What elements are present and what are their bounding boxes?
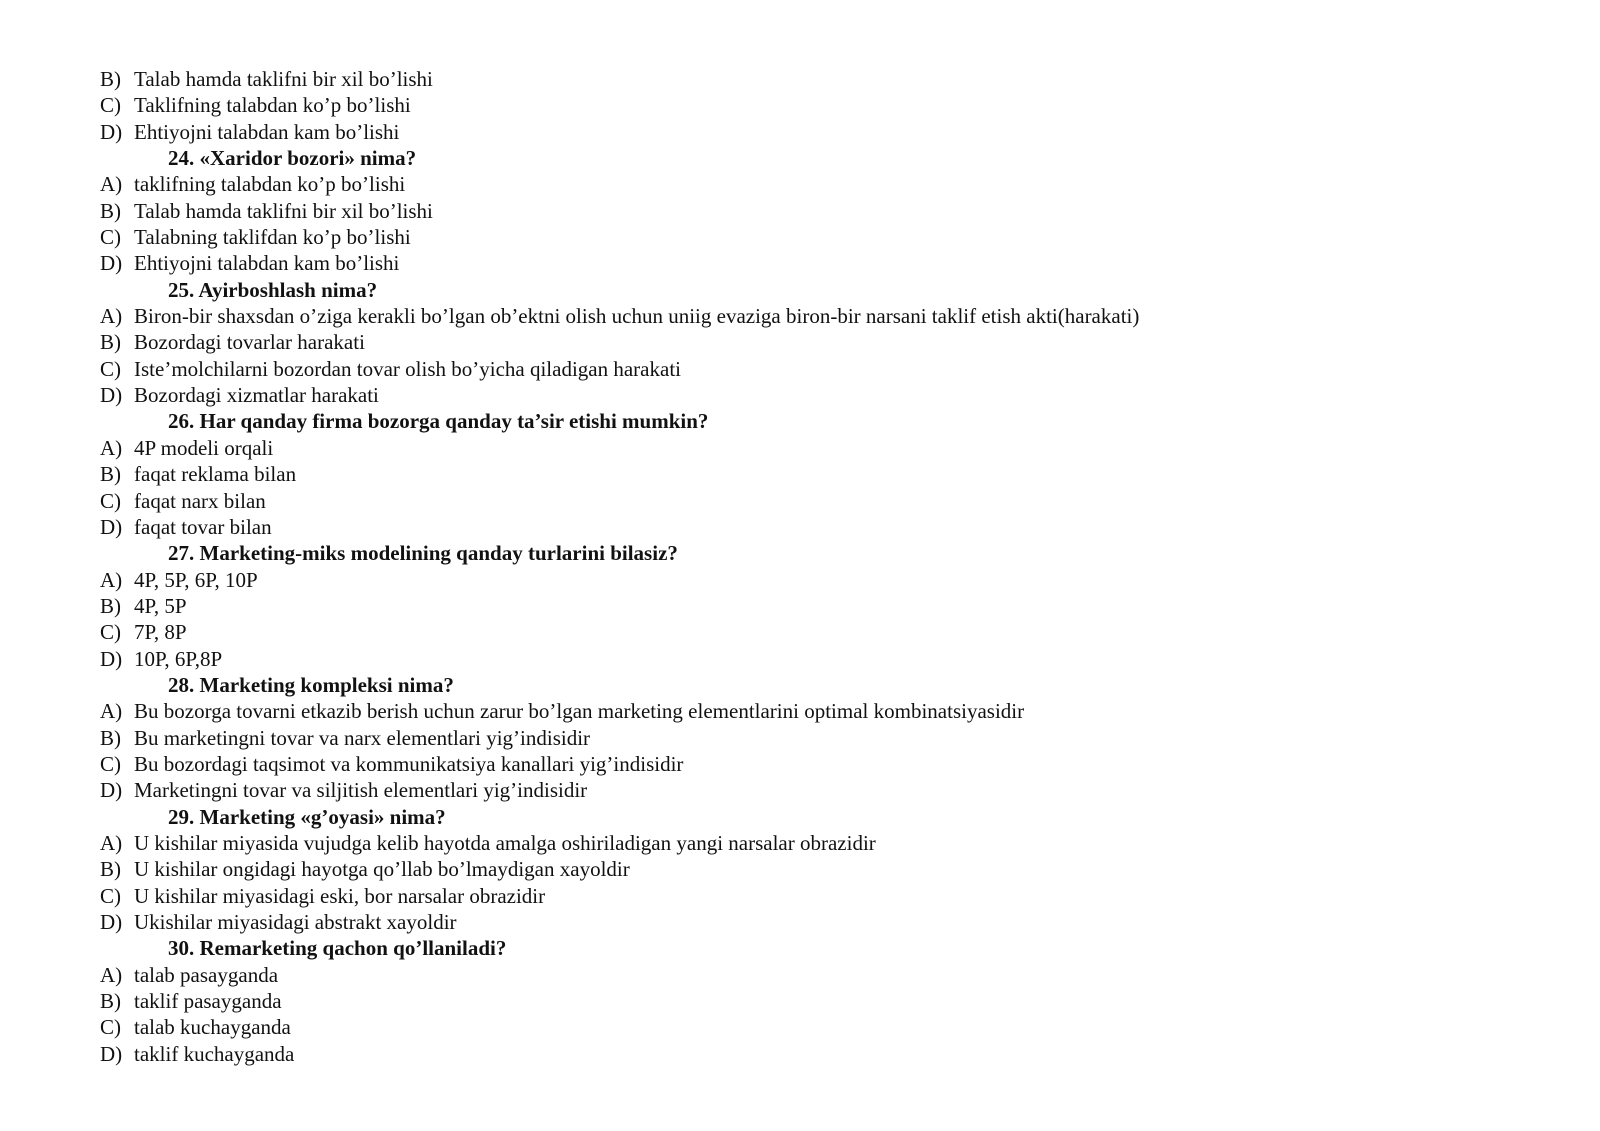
option-text: talab kuchayganda — [134, 1015, 291, 1040]
option-letter: D) — [100, 1041, 123, 1066]
question-title: 29. Marketing «g’oyasi» nima? — [168, 804, 446, 829]
answer-option — [100, 988, 1560, 1014]
option-letter: A) — [100, 830, 123, 855]
option-letter: B) — [100, 67, 121, 91]
option-text: Ehtiyojni talabdan kam bo’lishi — [134, 119, 400, 144]
document-page — [100, 66, 1560, 1067]
answer-option — [100, 171, 1560, 197]
option-letter: B) — [100, 725, 121, 750]
answer-option — [100, 909, 1560, 935]
question-title: 28. Marketing kompleksi nima? — [168, 672, 454, 697]
answer-option — [100, 356, 1560, 382]
option-text: Taklifning talabdan ko’p bo’lishi — [134, 93, 411, 118]
answer-option — [100, 646, 1560, 672]
option-text: Talab hamda taklifni bir xil bo’lishi — [134, 67, 433, 91]
option-text: Bu bozordagi taqsimot va kommunikatsiya kanallari yig’indisidir — [134, 751, 684, 776]
option-letter: D) — [100, 514, 123, 539]
answer-option — [100, 119, 1560, 145]
question-block — [100, 408, 1560, 540]
answer-option — [100, 488, 1560, 514]
option-text: taklifning talabdan ko’p bo’lishi — [134, 172, 406, 197]
answer-option — [100, 303, 1560, 329]
option-text: Ehtiyojni talabdan kam bo’lishi — [134, 251, 400, 276]
option-letter: B) — [100, 462, 121, 487]
option-letter: D) — [100, 251, 123, 276]
answer-option — [100, 435, 1560, 461]
option-text: Biron-bir shaxsdan o’ziga kerakli bo’lgan ob’ektni olish uchun uniig evaziga biron-bir narsani taklif etish akti(harakati) — [134, 304, 1140, 329]
option-text: Talab hamda taklifni bir xil bo’lishi — [134, 198, 433, 223]
answer-option — [100, 777, 1560, 803]
option-letter: B) — [100, 989, 121, 1014]
option-text: Marketingni tovar va siljitish elementlari yig’indisidir — [134, 778, 588, 803]
question-title: 27. Marketing-miks modelining qanday turlarini bilasiz? — [168, 541, 678, 566]
answer-option — [100, 751, 1560, 777]
option-letter: A) — [100, 699, 123, 724]
option-letter: D) — [100, 383, 123, 408]
answer-option — [100, 962, 1560, 988]
option-letter: C) — [100, 356, 121, 381]
option-letter: C) — [100, 751, 121, 776]
answer-option — [100, 619, 1560, 645]
answer-option — [100, 567, 1560, 593]
option-text: Iste’molchilarni bozordan tovar olish bo’yicha qiladigan harakati — [134, 356, 681, 381]
option-text: 4P, 5P, 6P, 10P — [134, 567, 258, 592]
option-text: 4P, 5P — [134, 593, 187, 618]
option-text: 10P, 6P,8P — [134, 646, 223, 671]
option-letter: A) — [100, 304, 123, 329]
option-text: 4P modeli orqali — [134, 435, 274, 460]
answer-option — [100, 461, 1560, 487]
option-text: faqat reklama bilan — [134, 462, 297, 487]
question-block — [100, 540, 1560, 672]
option-letter: B) — [100, 857, 121, 882]
answer-option — [100, 329, 1560, 355]
option-letter: C) — [100, 93, 121, 118]
question-block — [100, 804, 1560, 936]
answer-option — [100, 198, 1560, 224]
option-text: faqat narx bilan — [134, 488, 266, 513]
question-block — [100, 672, 1560, 804]
option-text: talab pasayganda — [134, 962, 279, 987]
question-title: 26. Har qanday firma bozorga qanday ta’sir etishi mumkin? — [168, 409, 709, 434]
option-text: 7P, 8P — [134, 620, 187, 645]
question-title: 30. Remarketing qachon qo’llaniladi? — [168, 936, 507, 961]
question-block — [100, 935, 1560, 1067]
option-letter: B) — [100, 198, 121, 223]
option-letter: D) — [100, 910, 123, 934]
option-letter: D) — [100, 778, 123, 803]
question-block — [100, 277, 1560, 409]
answer-option — [100, 1041, 1560, 1067]
option-letter: C) — [100, 225, 121, 250]
option-text: Ukishilar miyasidagi abstrakt xayoldir — [134, 910, 457, 934]
answer-option — [100, 856, 1560, 882]
option-letter: B) — [100, 330, 121, 355]
option-text: taklif kuchayganda — [134, 1041, 295, 1066]
answer-option — [100, 1014, 1560, 1040]
option-text: U kishilar ongidagi hayotga qo’llab bo’lmaydigan xayoldir — [134, 857, 630, 882]
option-letter: C) — [100, 883, 121, 908]
option-text: U kishilar miyasidagi eski, bor narsalar obrazidir — [134, 883, 546, 908]
option-text: Bu bozorga tovarni etkazib berish uchun zarur bo’lgan marketing elementlarini optimal kombinatsiyasidir — [134, 699, 1025, 724]
option-letter: C) — [100, 1015, 121, 1040]
option-text: Talabning taklifdan ko’p bo’lishi — [134, 225, 411, 250]
answer-option — [100, 593, 1560, 619]
option-letter: A) — [100, 567, 123, 592]
option-letter: D) — [100, 646, 123, 671]
option-letter: A) — [100, 435, 123, 460]
answer-option — [100, 92, 1560, 118]
option-text: Bu marketingni tovar va narx elementlari yig’indisidir — [134, 725, 591, 750]
answer-option — [100, 250, 1560, 276]
answer-option — [100, 66, 1560, 92]
answer-option — [100, 725, 1560, 751]
option-letter: C) — [100, 620, 121, 645]
option-text: U kishilar miyasida vujudga kelib hayotda amalga oshiriladigan yangi narsalar obrazidir — [134, 830, 876, 855]
option-letter: B) — [100, 593, 121, 618]
option-letter: D) — [100, 119, 123, 144]
option-letter: A) — [100, 172, 123, 197]
answer-option — [100, 883, 1560, 909]
answer-option — [100, 382, 1560, 408]
question-title: 25. Ayirboshlash nima? — [168, 277, 378, 302]
option-letter: C) — [100, 488, 121, 513]
answer-option — [100, 514, 1560, 540]
question-block — [100, 145, 1560, 277]
answer-option — [100, 830, 1560, 856]
question-title: 24. «Xaridor bozori» nima? — [168, 146, 417, 171]
answer-option — [100, 224, 1560, 250]
option-text: Bozordagi xizmatlar harakati — [134, 383, 379, 408]
option-text: faqat tovar bilan — [134, 514, 272, 539]
option-letter: A) — [100, 962, 123, 987]
option-text: Bozordagi tovarlar harakati — [134, 330, 365, 355]
option-text: taklif pasayganda — [134, 989, 282, 1014]
answer-option — [100, 698, 1560, 724]
